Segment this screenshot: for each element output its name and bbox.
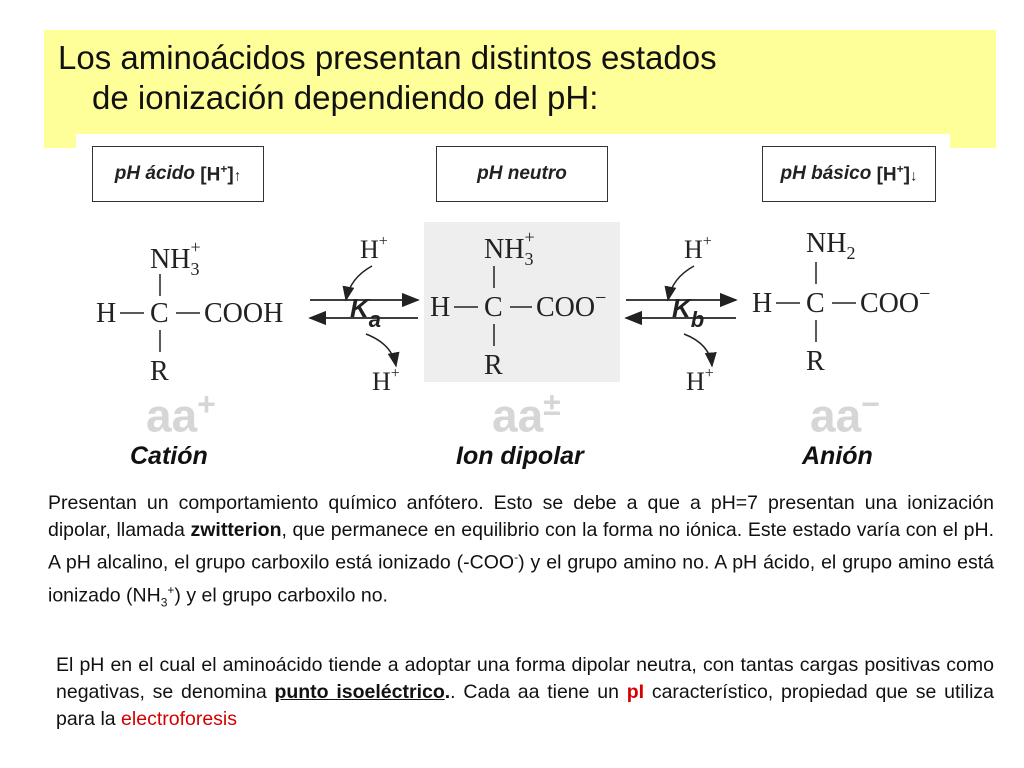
zwitterion-coo: COO− [536,287,607,323]
title-line-1: Los aminoácidos presentan distintos estados [58,39,717,76]
term-zwitterion: zwitterion [190,519,282,541]
cation-structure [96,237,283,387]
ka-equilibrium [310,233,418,396]
ka-h-bottom: H+ [372,365,400,396]
anion-r: R [806,346,825,377]
cation-cooh: COOH [204,298,284,329]
zwitterion-structure [430,227,606,381]
cation-h: H [96,298,117,329]
anion-structure [752,228,930,377]
cation-nh3: $NH_3+$ [150,237,201,279]
zwitterion-c: C [484,292,503,323]
kb-h-bottom: H+ [686,365,714,396]
ka-label: $K_a$ [350,293,382,332]
zwitterion-r: R [484,350,503,381]
title-line-2: de ionización dependiendo del pH: [92,79,599,116]
paragraph-amphoteric: Presentan un comportamiento químico anfótero. Esto se debe a que a pH=7 presentan una ionización dipolar, llamada zwitterion, que permanece en equilibrio con la forma no iónica. Este estado varía con el pH. A pH alcalino, el grupo carboxilo está ionizado (-COO-) y el grupo amino no. A pH ácido, el grupo amino está ionizado $(NH_3^+)$ y el grupo carboxilo no. [48,492,994,609]
ka-h-top: H+ [360,233,388,264]
ph-acid-ion: [H+]↑ [200,161,242,186]
ph-acid-label: pH ácido [114,163,196,184]
kb-h-top: H+ [684,233,712,264]
cation-c: C [150,298,169,329]
paragraph-isoelectric: El pH en el cual el aminoácido tiende a adoptar una forma dipolar neutra, con tantas cargas positivas como negativas, se denomina punto isoeléctrico.. Cada aa tiene un pI característico, propiedad que se utiliza para la electroforesis [56,654,994,730]
ph-basic-ion: [H+]↓ [876,161,918,186]
anion-c: C [806,288,825,319]
zwitterion-label: Ion dipolar [456,442,584,470]
cation-r: R [150,356,169,387]
anion-label: Anión [802,442,873,470]
kb-label: $K_b$ [672,293,705,332]
anion-symbol: aa− [810,386,880,442]
term-isoelectric-point: punto isoeléctrico [274,681,445,703]
zwitterion-nh3: $NH_3+$ [484,227,535,269]
ph-basic-label: pH básico [780,163,872,184]
anion-coo: COO− [860,283,931,319]
term-electrophoresis: electroforesis [121,708,238,730]
ph-neutral-label: pH neutro [477,163,567,184]
zwitterion-symbol: aa± [492,386,561,442]
cation-symbol: aa+ [146,386,216,442]
cation-label: Catión [130,442,208,470]
zwitterion-h: H [430,292,451,323]
anion-h: H [752,288,773,319]
anion-nh2: $NH_2$ [806,228,856,263]
term-pi: pI [626,681,645,703]
kb-equilibrium [626,233,736,396]
